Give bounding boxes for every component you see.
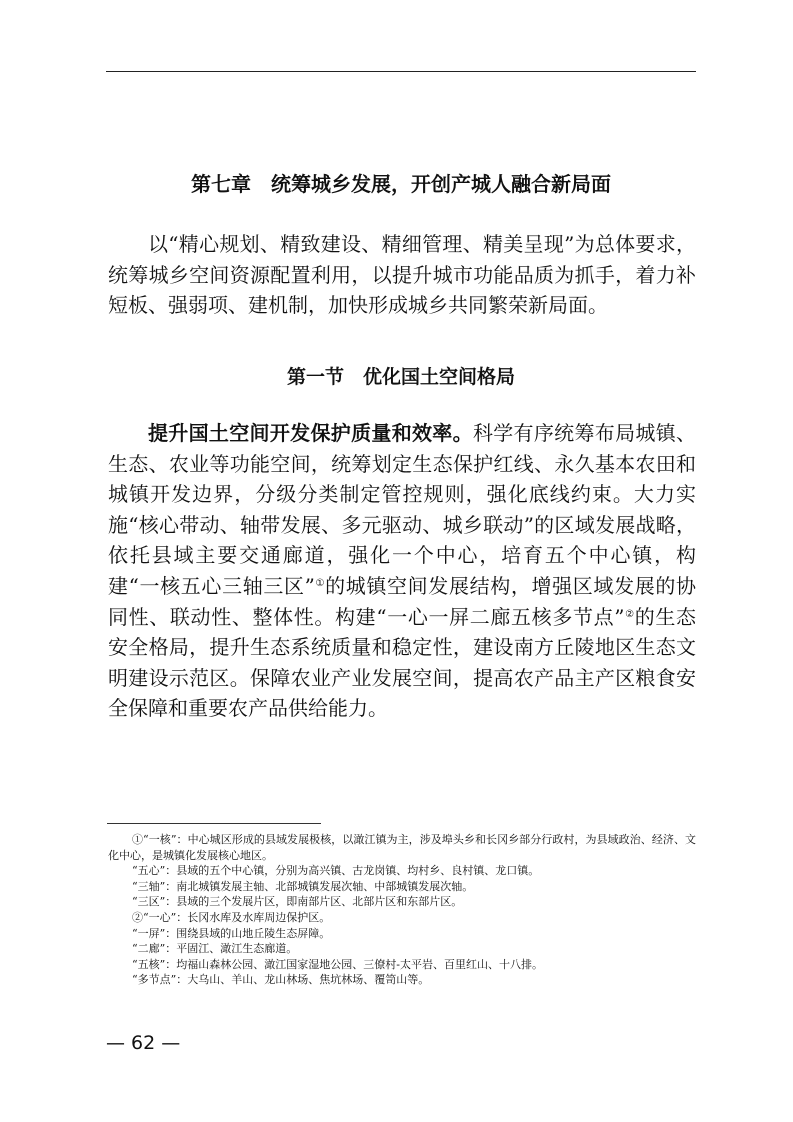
footnote-item: “多节点”：大乌山、羊山、龙山林场、焦坑林场、覆笥山等。 bbox=[132, 973, 430, 987]
footnote-item: “二廊”：平固江、澉江生态廊道。 bbox=[132, 942, 298, 956]
header-rule bbox=[106, 71, 696, 72]
paragraph-lead-sentence: 提升国土空间开发保护质量和效率。 bbox=[148, 421, 473, 445]
footnotes bbox=[108, 832, 696, 988]
footnote-item: “三轴”：南北城镇发展主轴、北部城镇发展次轴、中部城镇发展次轴。 bbox=[132, 879, 474, 893]
footnote-rule bbox=[107, 823, 321, 824]
paragraph-text-part-1: 科学有序统筹布局城镇、生态、农业等功能空间，统筹划定生态保护红线、永久基本农田和城镇开发边界，分级分类制定管控规则，强化底线约束。大力实施“核心带动、轴带发展、多元驱动、城乡联动”的区域发展战略，依托县域主要交通廊道，强化一个中心，培育五个中心镇，构建“一核五心三轴三区” bbox=[108, 421, 697, 598]
chapter-title: 第七章 统筹城乡发展，开创产城人融合新局面 bbox=[191, 172, 611, 196]
paragraph-text-part-2: 的城镇空间发展结构，增强区域发展的协同性、联动性、整体性。构建“一心一屏二廊五核多节点” bbox=[108, 573, 696, 629]
page-number: — 62 — bbox=[106, 1032, 181, 1054]
footnote-item: “三区”：县域的三个发展片区，即南部片区、北部片区和东部片区。 bbox=[132, 895, 463, 909]
footnote-ref-1[interactable]: ① bbox=[314, 577, 326, 589]
footnote-item: “五心”：县域的五个中心镇，分别为高兴镇、古龙岗镇、均村乡、良村镇、龙口镇。 bbox=[132, 864, 540, 878]
section-paragraph bbox=[108, 418, 696, 724]
footnote-item: ①“一核”：中心城区形成的县域发展极核，以澉江镇为主，涉及埠头乡和长冈乡部分行政村，为县域政治、经济、文化中心，是城镇化发展核心地区。 bbox=[108, 833, 696, 862]
section-title: 第一节 优化国土空间格局 bbox=[286, 366, 515, 388]
footnote-item: “一屏”：围绕县域的山地丘陵生态屏障。 bbox=[132, 926, 331, 940]
footnote-item: “五核”：均福山森林公园、澉江国家湿地公园、三僚村-太平岩、百里红山、十八排。 bbox=[132, 957, 543, 971]
footnote-ref-2[interactable]: ② bbox=[624, 608, 635, 620]
chapter-intro-paragraph: 以“精心规划、精致建设、精细管理、精美呈现”为总体要求，统筹城乡空间资源配置利用，以提升城市功能品质为抓手，着力补短板、强弱项、建机制，加快形成城乡共同繁荣新局面。 bbox=[108, 232, 696, 317]
footnote-item: ②“一心”：长冈水库及水库周边保护区。 bbox=[132, 910, 331, 924]
paragraph-text-part-3: 的生态安全格局，提升生态系统质量和稳定性，建设南方丘陵地区生态文明建设示范区。保障农业产业发展空间，提高农产品主产区粮食安全保障和重要农产品供给能力。 bbox=[108, 604, 696, 721]
